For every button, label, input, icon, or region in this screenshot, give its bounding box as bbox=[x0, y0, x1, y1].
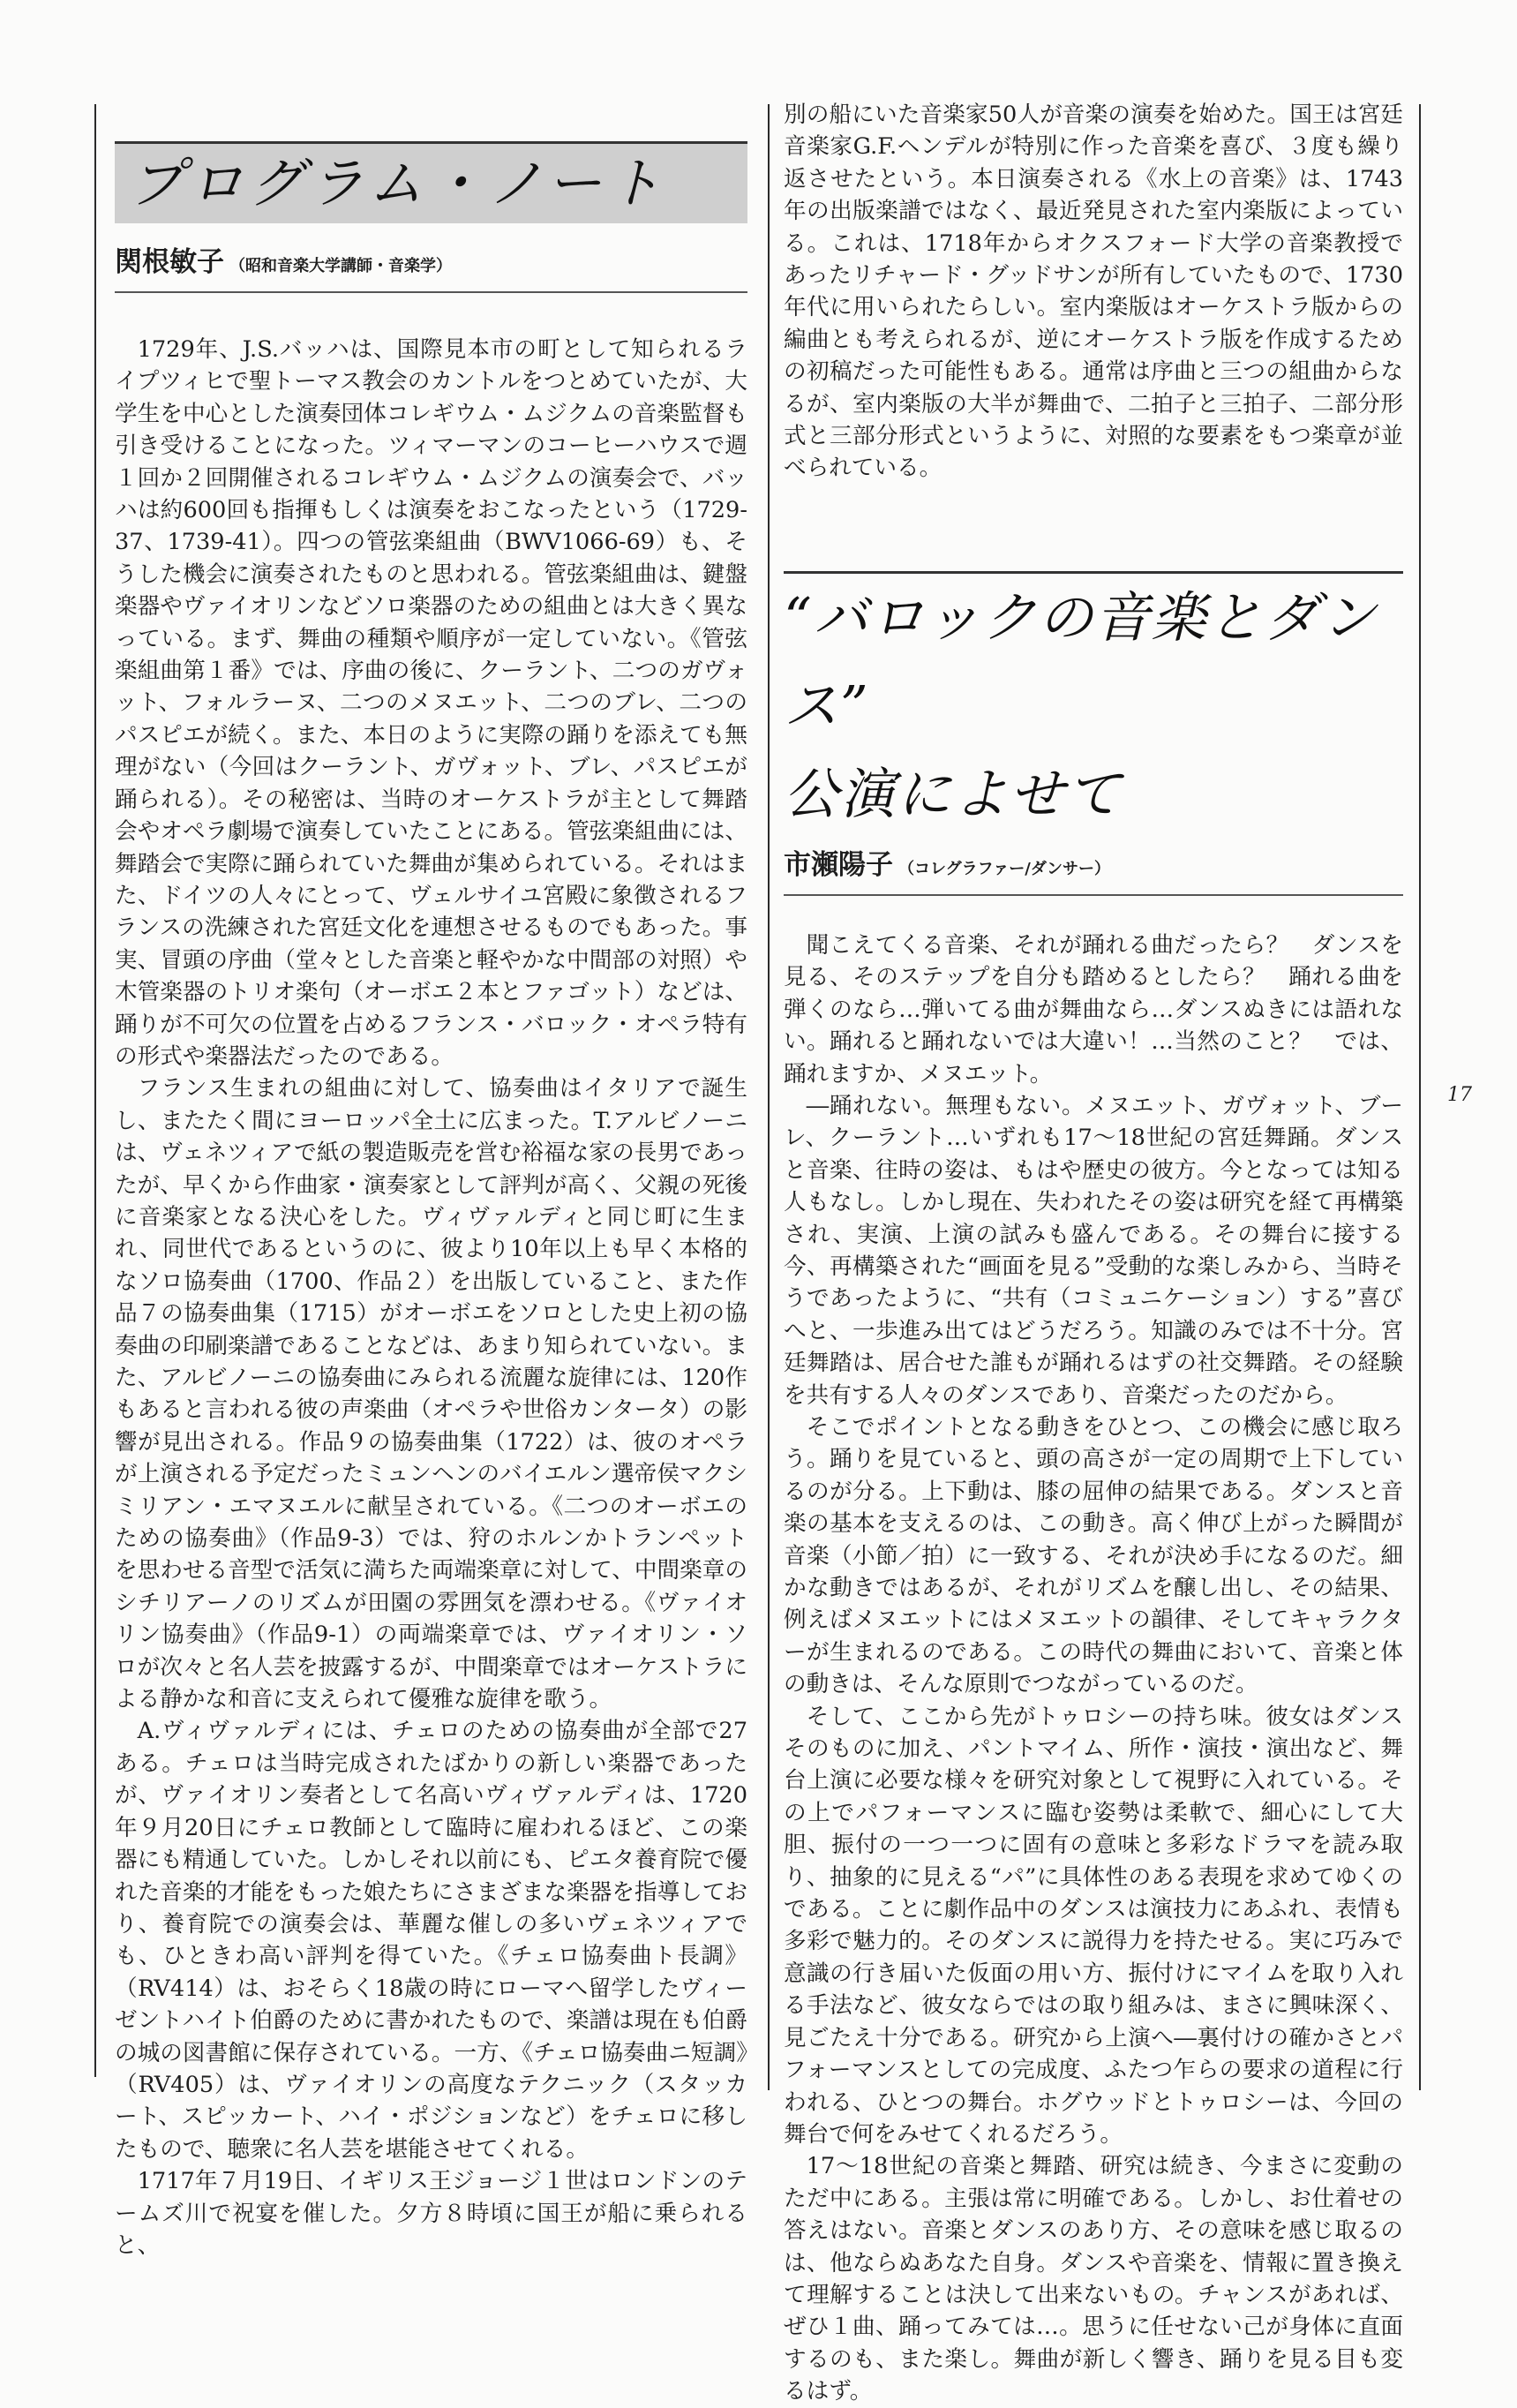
article2-title bbox=[784, 571, 1403, 839]
article1-byline bbox=[115, 239, 747, 279]
article1-column bbox=[115, 141, 747, 2261]
article2-paragraph: そして、ここから先がトゥロシーの持ち味。彼女はダンスそのものに加え、パントマイム、所作・演技・演出など、舞台上演に必要な様々を研究対象として視野に入れている。その上でパフォーマンスに臨む姿勢は柔軟で、細心にして大胆、振付の一つ一つに固有の意味と多彩なドラマを読み取り、抽象的に見える“パ”に具体性のある表現を求めてゆくのである。ことに劇作品中のダンスは演技力にあふれ、表情も多彩で魅力的。そのダンスに説得力を持たせる。実に巧みで意識の行き届いた仮面の用い方、振付けにマイムを取り入れる手法など、彼女ならではの取り組みは、まさに興味深く、見ごたえ十分である。研究から上演へ―裏付けの確かさとパフォーマンスとしての完成度、ふたつ乍らの要求の道程に行われる、ひとつの舞台。ホグウッドとトゥロシーは、今回の舞台で何をみせてくれるだろう。 bbox=[784, 1703, 1403, 2148]
article2-title-line2: 公演によせて bbox=[784, 761, 1123, 826]
article2-paragraph: ―踊れない。無理もない。メヌエット、ガヴォット、ブーレ、クーラント…いずれも17～18世紀の宮廷舞踊。ダンスと音楽、往時の姿は、もはや歴史の彼方。今となっては知る人もなし。しかし現在、失われたその姿は研究を経て再構築され、実演、上演の試みも盛んである。その舞台に接する今、再構築された“画面を見る”受動的な楽しみから、当時そうであったように、“共有（コミュニケーション）する”喜びへと、一歩進み出てはどうだろう。知識のみでは不十分。宮廷舞踏は、居合せた誰もが踊れるはずの社交舞踏。その経験を共有する人々のダンスであり、音楽だったのだから。 bbox=[784, 1092, 1403, 1409]
article2-byline bbox=[784, 842, 1403, 882]
article2-author: 市瀬陽子 bbox=[784, 848, 893, 881]
article2-title-line1: “バロックの音楽とダンス” bbox=[784, 584, 1378, 738]
article1-author: 関根敏子 bbox=[115, 246, 224, 278]
article1-affiliation: （昭和音楽大学講師・音楽学） bbox=[229, 257, 452, 275]
article2-affiliation: （コレグラファー/ダンサー） bbox=[898, 859, 1111, 878]
article2-paragraph: 17～18世紀の音楽と舞踏、研究は続き、今まさに変動のただ中にある。主張は常に明確である。しかし、お仕着せの答えはない。音楽とダンスのあり方、その意味を感じ取るのは、他ならぬあなた自身。ダンスや音楽を、情報に置き換えて理解することは決して出来ないもの。チャンスがあれば、ぜひ１曲、踊ってみては…。思うに任せない己が身体に直面するのも、また楽し。舞曲が新しく響き、踊りを見る目も変るはず。 bbox=[784, 2153, 1403, 2405]
right-column-rule bbox=[1419, 104, 1421, 2090]
article1-heading: プログラム・ノート bbox=[115, 141, 747, 223]
article1-paragraph: フランス生まれの組曲に対して、協奏曲はイタリアで誕生し、またたく間にヨーロッパ全土に広まった。T.アルビノーニは、ヴェネツィアで紙の製造販売を営む裕福な家の長男であったが、早くから作曲家・演奏家として評判が高く、父親の死後に音楽家となる決心をした。ヴィヴァルディと同じ町に生まれ、同世代であるというのに、彼より10年以上も早く本格的なソロ協奏曲（1700、作品２）を出版していること、また作品７の協奏曲集（1715）がオーボエをソロとした史上初の協奏曲の印刷楽譜であることなどは、あまり知られていない。また、アルビノーニの協奏曲にみられる流麗な旋律には、120作もあると言われる彼の声楽曲（オペラや世俗カンタータ）の影響が見出される。作品９の協奏曲集（1722）は、彼のオペラが上演される予定だったミュンヘンのバイエルン選帝侯マクシミリアン・エマヌエルに献呈されている。《二つのオーボエのための協奏曲》（作品9-3）では、狩のホルンかトランペットを思わせる音型で活気に満ちた両端楽章に対して、中間楽章のシチリアーノのリズムが田園の雰囲気を漂わせる。《ヴァイオリン協奏曲》（作品9-1）の両端楽章では、ヴァイオリン・ソロが次々と名人芸を披露するが、中間楽章ではオーケストラによる静かな和音に支えられて優雅な旋律を歌う。 bbox=[115, 1075, 747, 1713]
article2-paragraph: 聞こえてくる音楽、それが踊れる曲だったら？ ダンスを見る、そのステップを自分も踏めるとしたら？ 踊れる曲を弾くのなら…弾いてる曲が舞曲なら…ダンスぬきには語れない。踊れると踊れないでは大違い！…当然のこと？ では、踊れますか、メヌエット。 bbox=[784, 931, 1403, 1087]
page-number: 17 bbox=[1447, 1084, 1472, 1106]
left-column-rule bbox=[94, 104, 96, 2077]
article1-paragraph: 1729年、J.S.バッハは、国際見本市の町として知られるライプツィヒで聖トーマス教会のカントルをつとめていたが、大学生を中心とした演奏団体コレギウム・ムジクムの音楽監督も引き受けることになった。ツィマーマンのコーヒーハウスで週１回か２回開催されるコレギウム・ムジクムの演奏会で、バッハは約600回も指揮もしくは演奏をおこなったという（1729-37、1739-41）。四つの管弦楽組曲（BWV1066-69）も、そうした機会に演奏されたものと思われる。管弦楽組曲は、鍵盤楽器やヴァイオリンなどソロ楽器のための組曲とは大きく異なっている。まず、舞曲の種類や順序が一定していない。《管弦楽組曲第１番》では、序曲の後に、クーラント、二つのガヴォット、フォルラーヌ、二つのメヌエット、二つのブレ、二つのパスピエが続く。また、本日のように実際の踊りを添えても無理がない（今回はクーラント、ガヴォット、ブレ、パスピエが踊られる）。その秘密は、当時のオーケストラが主として舞踏会やオペラ劇場で演奏していたことにある。管弦楽組曲には、舞踏会で実際に踊られていた舞曲が集められている。それはまた、ドイツの人々にとって、ヴェルサイユ宮殿に象徴されるフランスの洗練された宮廷文化を連想させるものでもあった。事実、冒頭の序曲（堂々とした音楽と軽やかな中間部の対照）や木管楽器のトリオ楽句（オーボエ２本とファゴット）などは、踊りが不可欠の位置を占めるフランス・バロック・オペラ特有の形式や楽器法だったのである。 bbox=[115, 336, 747, 1070]
article1-paragraph: A.ヴィヴァルディには、チェロのための協奏曲が全部で27ある。チェロは当時完成されたばかりの新しい楽器であったが、ヴァイオリン奏者として名高いヴィヴァルディは、1720年９月20日にチェロ教師として臨時に雇われるほど、この楽器にも精通していた。しかしそれ以前にも、ピエタ養育院で優れた音楽的才能をもった娘たちにさまざまな楽器を指導しており、養育院での演奏会は、華麗な催しの多いヴェネツィアでも、ひときわ高い評判を得ていた。《チェロ協奏曲ト長調》（RV414）は、おそらく18歳の時にローマへ留学したヴィーゼントハイト伯爵のために書かれたもので、楽譜は現在も伯爵の城の図書館に保存されている。一方、《チェロ協奏曲ニ短調》（RV405）は、ヴァイオリンの高度なテクニック（スタッカート、スピッカート、ハイ・ポジションなど）をチェロに移したもので、聴衆に名人芸を堪能させてくれる。 bbox=[115, 1718, 747, 2163]
article1-continuation: 別の船にいた音楽家50人が音楽の演奏を始めた。国王は宮廷音楽家G.F.ヘンデルが特別に作った音楽を喜び、３度も繰り返させたという。本日演奏される《水上の音楽》は、1743年の出版楽譜ではなく、最近発見された室内楽版によっている。これは、1718年からオクスフォード大学の音楽教授であったリチャード・グッドサンが所有していたもので、1730年代に用いられたらしい。室内楽版はオーケストラ版からの編曲とも考えられるが、逆にオーケストラ版を作成するための初稿だった可能性もある。通常は序曲と三つの組曲からなるが、室内楽版の大半が舞曲で、二拍子と三拍子、二部分形式と三部分形式というように、対照的な要素をもつ楽章が並べられている。 bbox=[784, 102, 1403, 482]
article2-paragraph: そこでポイントとなる動きをひとつ、この機会に感じ取ろう。踊りを見ていると、頭の高さが一定の周期で上下しているのが分る。上下動は、膝の屈伸の結果である。ダンスと音楽の基本を支えるのは、この動き。高く伸び上がった瞬間が音楽（小節／拍）に一致する、それが決め手になるのだ。細かな動きではあるが、それがリズムを醸し出し、その結果、例えばメヌエットにはメヌエットの韻律、そしてキャラクターが生まれるのである。この時代の舞曲において、音楽と体の動きは、そんな原則でつながっているのだ。 bbox=[784, 1413, 1403, 1698]
article2-column bbox=[784, 99, 1403, 2408]
center-column-rule bbox=[768, 104, 770, 2090]
article1-paragraph: 1717年７月19日、イギリス王ジョージ１世はロンドンのテームズ川で祝宴を催した。夕方８時頃に国王が船に乗られると、 bbox=[115, 2168, 747, 2259]
